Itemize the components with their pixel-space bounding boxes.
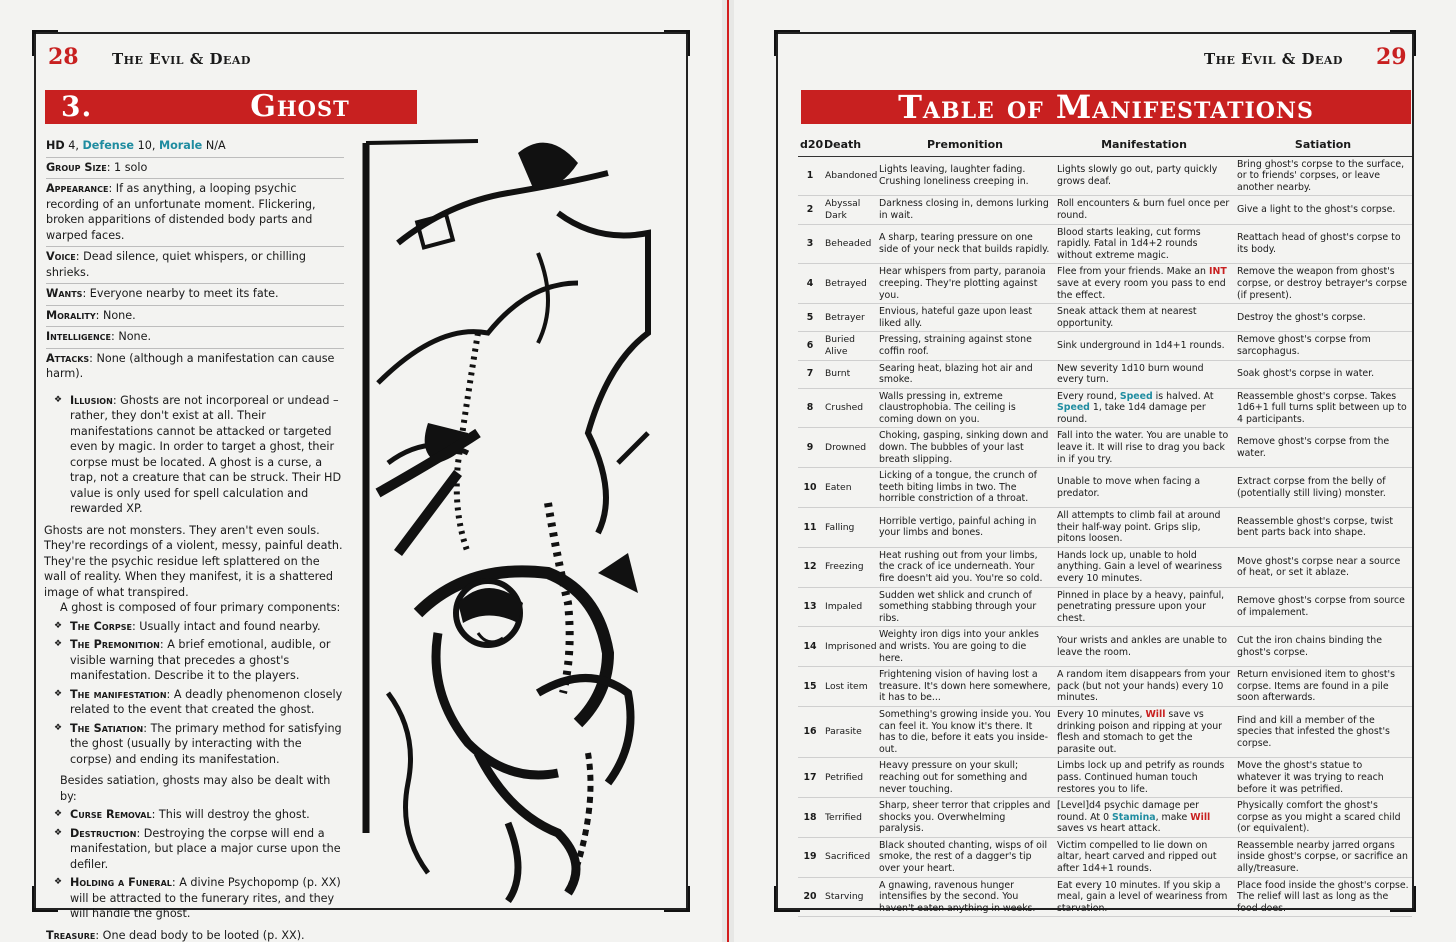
cell-manifestation: Your wrists and ankles are unable to leave the room. (1054, 627, 1234, 667)
cell-premonition: Pressing, straining against stone coffin roof. (876, 332, 1054, 360)
cell-premonition: Sudden wet shlick and crunch of something stabbing through your ribs. (876, 587, 1054, 627)
cell-manifestation: [Level]d4 psychic damage per round. At 0 Stamina, make Will saves vs heart attack. (1054, 798, 1234, 838)
col-header-satiation: Satiation (1234, 136, 1412, 156)
cell-premonition: Lights leaving, laughter fading. Crushing loneliness creeping in. (876, 156, 1054, 196)
cell-d: 1 (798, 156, 822, 196)
table-row (798, 877, 1412, 917)
component-manifestation: ❖ The manifestation: A deadly phenomenon closely related to the event that created the ghost. (46, 687, 344, 718)
table-row (798, 428, 1412, 468)
cell-death: Sacrificed (822, 837, 876, 877)
cell-death: Starving (822, 877, 876, 917)
cell-manifestation: All attempts to climb fail at around their half-way point. Grips slip, pitons loosen. (1054, 508, 1234, 548)
cell-premonition: Choking, gasping, sinking down and down. The bubbles of your last breath slipping. (876, 428, 1054, 468)
treasure-line: Treasure: One dead body to be looted (p. XX). (46, 928, 305, 942)
cell-death: Eaten (822, 468, 876, 508)
cell-death: Betrayer (822, 304, 876, 332)
illusion-entry: ❖ Illusion: Ghosts are not incorporeal or undead – rather, they don't exist at all. Their manifestations cannot be attacked or targeted even by magic. In order to target a ghost, their corpse must be located. A ghost is a curse, a trap, not a creature that can be struck. Their HD value is only used for spell calculation and rewarded XP. (46, 393, 344, 517)
cell-d: 13 (798, 587, 822, 627)
cell-d: 19 (798, 837, 822, 877)
cell-death: Falling (822, 508, 876, 548)
table-row (798, 547, 1412, 587)
cell-death: Terrified (822, 798, 876, 838)
cell-d: 6 (798, 332, 822, 360)
cell-d: 11 (798, 508, 822, 548)
cell-manifestation: New severity 1d10 burn wound every turn. (1054, 360, 1234, 388)
cell-death: Lost item (822, 667, 876, 707)
intro-paragraph: Ghosts are not monsters. They aren't even souls. They're recordings of a violent, messy, painful death. They're the psychic residue left splattered on the wall of reality. When they manifest, it is a shattered image of what transpired. (44, 523, 343, 599)
table-row (798, 798, 1412, 838)
cell-satiation: Bring ghost's corpse to the surface, or to friends' corpses, or leave another nearby. (1234, 156, 1412, 196)
chapter-title: Ghost (250, 89, 350, 124)
ghost-climber-illustration (358, 133, 658, 903)
frame-border (34, 34, 36, 908)
cell-premonition: Hear whispers from party, paranoia creeping. They're plotting against you. (876, 264, 1054, 304)
frame-border (776, 34, 778, 908)
cell-manifestation: A random item disappears from your pack (but not your hands) every 10 minutes. (1054, 667, 1234, 707)
cell-manifestation: Unable to move when facing a predator. (1054, 468, 1234, 508)
cell-manifestation: Hands lock up, unable to hold anything. Gain a level of weariness every 10 minutes. (1054, 547, 1234, 587)
table-row (798, 388, 1412, 428)
cell-satiation: Reassemble ghost's corpse, twist bent parts back into shape. (1234, 508, 1412, 548)
component-premonition: ❖ The Premonition: A brief emotional, audible, or visible warning that precedes a ghost's manifestation. Describe it to the players. (46, 637, 344, 684)
stat-attacks: Attacks: None (although a manifestation can cause harm). (46, 351, 335, 380)
cell-manifestation: Sink underground in 1d4+1 rounds. (1054, 332, 1234, 360)
table-header-row (798, 136, 1412, 156)
table-row (798, 304, 1412, 332)
cell-manifestation: Victim compelled to lie down on altar, heart carved and ripped out after 1d4+1 rounds. (1054, 837, 1234, 877)
frame-border (686, 34, 688, 908)
cell-satiation: Move ghost's corpse near a source of heat, or set it ablaze. (1234, 547, 1412, 587)
cell-death: Abandoned (822, 156, 876, 196)
cell-premonition: A gnawing, ravenous hunger intensifies by the second. You haven't eaten anything in weeks. (876, 877, 1054, 917)
cell-d: 12 (798, 547, 822, 587)
cell-premonition: Envious, hateful gaze upon least liked ally. (876, 304, 1054, 332)
cell-death: Abyssal Dark (822, 196, 876, 224)
cell-premonition: A sharp, tearing pressure on one side of your neck that builds rapidly. (876, 224, 1054, 264)
cell-premonition: Licking of a tongue, the crunch of teeth biting limbs in two. The horrible constriction of a throat. (876, 468, 1054, 508)
page-number: 29 (1376, 44, 1407, 70)
table-row (798, 837, 1412, 877)
cell-d: 15 (798, 667, 822, 707)
cell-satiation: Find and kill a member of the species that infested the ghost's corpse. (1234, 706, 1412, 757)
cell-death: Freezing (822, 547, 876, 587)
cell-death: Drowned (822, 428, 876, 468)
stat-line-hd: HD 4, Defense 10, Morale N/A (46, 136, 344, 158)
running-title: The Evil & Dead (112, 50, 251, 68)
components-intro: A ghost is composed of four primary components: (60, 601, 341, 614)
table-row (798, 264, 1412, 304)
chapter-banner (45, 90, 417, 124)
table-row (798, 508, 1412, 548)
alt-curse-removal: ❖ Curse Removal: This will destroy the ghost. (46, 807, 344, 823)
table-row (798, 332, 1412, 360)
cell-satiation: Return envisioned item to ghost's corpse. Items are found in a pile soon afterwards. (1234, 667, 1412, 707)
cell-satiation: Remove the weapon from ghost's corpse, or destroy betrayer's corpse (if present). (1234, 264, 1412, 304)
cell-manifestation: Eat every 10 minutes. If you skip a meal, gain a level of weariness from starvation. (1054, 877, 1234, 917)
table-row (798, 224, 1412, 264)
cell-death: Betrayed (822, 264, 876, 304)
cell-manifestation: Blood starts leaking, cut forms rapidly. Fatal in 1d4+2 rounds without extreme magic. (1054, 224, 1234, 264)
table-row (798, 587, 1412, 627)
cell-d: 2 (798, 196, 822, 224)
cell-death: Parasite (822, 706, 876, 757)
stat-morality: Morality: None. (46, 306, 344, 328)
table-row (798, 360, 1412, 388)
cell-satiation: Physically comfort the ghost's corpse as you might a scared child (or equivalent). (1234, 798, 1412, 838)
cell-manifestation: Roll encounters & burn fuel once per round. (1054, 196, 1234, 224)
col-header-manifestation: Manifestation (1054, 136, 1234, 156)
cell-death: Crushed (822, 388, 876, 428)
cell-satiation: Remove ghost's corpse from source of impalement. (1234, 587, 1412, 627)
cell-manifestation: Every 10 minutes, Will save vs drinking poison and ripping at your flesh and stomach to get the parasite out. (1054, 706, 1234, 757)
cell-satiation: Destroy the ghost's corpse. (1234, 304, 1412, 332)
col-header-death: Death (822, 136, 876, 156)
cell-premonition: Black shouted chanting, wisps of oil smoke, the rest of a dagger's tip over your heart. (876, 837, 1054, 877)
cell-satiation: Extract corpse from the belly of (potentially still living) monster. (1234, 468, 1412, 508)
cell-premonition: Sharp, sheer terror that cripples and shocks you. Overwhelming paralysis. (876, 798, 1054, 838)
cell-premonition: Heavy pressure on your skull; reaching out for something and never touching. (876, 758, 1054, 798)
cell-manifestation: Fall into the water. You are unable to leave it. It will rise to drag you back in if you try. (1054, 428, 1234, 468)
cell-satiation: Reassemble nearby jarred organs inside ghost's corpse, or sacrifice an ally/treasure. (1234, 837, 1412, 877)
besides-intro: Besides satiation, ghosts may also be dealt with by: (60, 774, 331, 803)
cell-death: Burnt (822, 360, 876, 388)
cell-d: 8 (798, 388, 822, 428)
cell-d: 4 (798, 264, 822, 304)
stat-voice: Voice: Dead silence, quiet whispers, or chilling shrieks. (46, 247, 344, 284)
cell-satiation: Give a light to the ghost's corpse. (1234, 196, 1412, 224)
cell-death: Impaled (822, 587, 876, 627)
component-corpse: ❖ The Corpse: Usually intact and found nearby. (46, 619, 344, 635)
running-title: The Evil & Dead (1204, 50, 1343, 68)
stat-appearance: Appearance: If as anything, a looping psychic recording of an unfortunate moment. Flickering, broken apparitions of distended body parts and warped faces. (46, 179, 344, 247)
cell-satiation: Move the ghost's statue to whatever it was trying to reach before it was petrified. (1234, 758, 1412, 798)
stat-wants: Wants: Everyone nearby to meet its fate. (46, 284, 344, 306)
col-header-d20: d20 (798, 136, 822, 156)
cell-premonition: Horrible vertigo, painful aching in your limbs and bones. (876, 508, 1054, 548)
cell-satiation: Remove ghost's corpse from sarcophagus. (1234, 332, 1412, 360)
cell-satiation: Remove ghost's corpse from the water. (1234, 428, 1412, 468)
table-row (798, 468, 1412, 508)
cell-premonition: Walls pressing in, extreme claustrophobia. The ceiling is coming down on you. (876, 388, 1054, 428)
col-header-premonition: Premonition (876, 136, 1054, 156)
cell-satiation: Place food inside the ghost's corpse. The relief will last as long as the food does. (1234, 877, 1412, 917)
cell-manifestation: Lights slowly go out, party quickly grows deaf. (1054, 156, 1234, 196)
component-satiation: ❖ The Satiation: The primary method for satisfying the ghost (usually by interacting with the corpse) and ending its manifestation. (46, 721, 344, 768)
cell-satiation: Cut the iron chains binding the ghost's corpse. (1234, 627, 1412, 667)
cell-premonition: Heat rushing out from your limbs, the crack of ice underneath. Your fire doesn't aid you. You're so cold. (876, 547, 1054, 587)
cell-premonition: Searing heat, blazing hot air and smoke. (876, 360, 1054, 388)
table-title-banner: Table of Manifestations (801, 90, 1411, 124)
alt-destruction: ❖ Destruction: Destroying the corpse will end a manifestation, but place a major curse upon the defiler. (46, 826, 344, 873)
cell-manifestation: Every round, Speed is halved. At Speed 1, take 1d4 damage per round. (1054, 388, 1234, 428)
cell-satiation: Soak ghost's corpse in water. (1234, 360, 1412, 388)
cell-death: Imprisoned (822, 627, 876, 667)
cell-d: 17 (798, 758, 822, 798)
stat-group-size: Group Size: 1 solo (46, 158, 344, 180)
frame-border (1412, 34, 1414, 908)
cell-manifestation: Pinned in place by a heavy, painful, penetrating pressure upon your chest. (1054, 587, 1234, 627)
cell-premonition: Darkness closing in, demons lurking in wait. (876, 196, 1054, 224)
cell-satiation: Reassemble ghost's corpse. Takes 1d6+1 full turns split between up to 4 participants. (1234, 388, 1412, 428)
manifestations-table (798, 136, 1412, 917)
cell-d: 5 (798, 304, 822, 332)
cell-d: 18 (798, 798, 822, 838)
frame-border (778, 32, 1412, 34)
cell-manifestation: Flee from your friends. Make an INT save at every room you pass to end the effect. (1054, 264, 1234, 304)
table-row (798, 706, 1412, 757)
cell-satiation: Reattach head of ghost's corpse to its body. (1234, 224, 1412, 264)
page-number: 28 (48, 44, 79, 70)
chapter-number: 3. (61, 90, 93, 123)
alt-funeral: ❖ Holding a Funeral: A divine Psychopomp (p. XX) will be attracted to the funerary rites, and they will handle the ghost. (46, 875, 344, 922)
cell-d: 9 (798, 428, 822, 468)
cell-d: 16 (798, 706, 822, 757)
cell-death: Buried Alive (822, 332, 876, 360)
table-row (798, 196, 1412, 224)
cell-manifestation: Limbs lock up and petrify as rounds pass. Continued human touch restores you to life. (1054, 758, 1234, 798)
cell-d: 7 (798, 360, 822, 388)
table-row (798, 667, 1412, 707)
table-row (798, 758, 1412, 798)
table-row (798, 156, 1412, 196)
cell-d: 20 (798, 877, 822, 917)
left-page (0, 0, 722, 942)
stat-block (46, 136, 344, 942)
cell-premonition: Something's growing inside you. You can feel it. You know it's there. It has to die, before it eats you inside-out. (876, 706, 1054, 757)
spine-divider (727, 0, 729, 942)
cell-d: 3 (798, 224, 822, 264)
cell-premonition: Weighty iron digs into your ankles and wrists. You are going to die here. (876, 627, 1054, 667)
cell-premonition: Frightening vision of having lost a treasure. It's down here somewhere, it has to be... (876, 667, 1054, 707)
frame-border (36, 32, 686, 34)
cell-manifestation: Sneak attack them at nearest opportunity. (1054, 304, 1234, 332)
right-page (734, 0, 1456, 942)
cell-death: Petrified (822, 758, 876, 798)
table-row (798, 627, 1412, 667)
cell-d: 14 (798, 627, 822, 667)
stat-intelligence: Intelligence: None. (46, 327, 344, 349)
cell-death: Beheaded (822, 224, 876, 264)
cell-d: 10 (798, 468, 822, 508)
